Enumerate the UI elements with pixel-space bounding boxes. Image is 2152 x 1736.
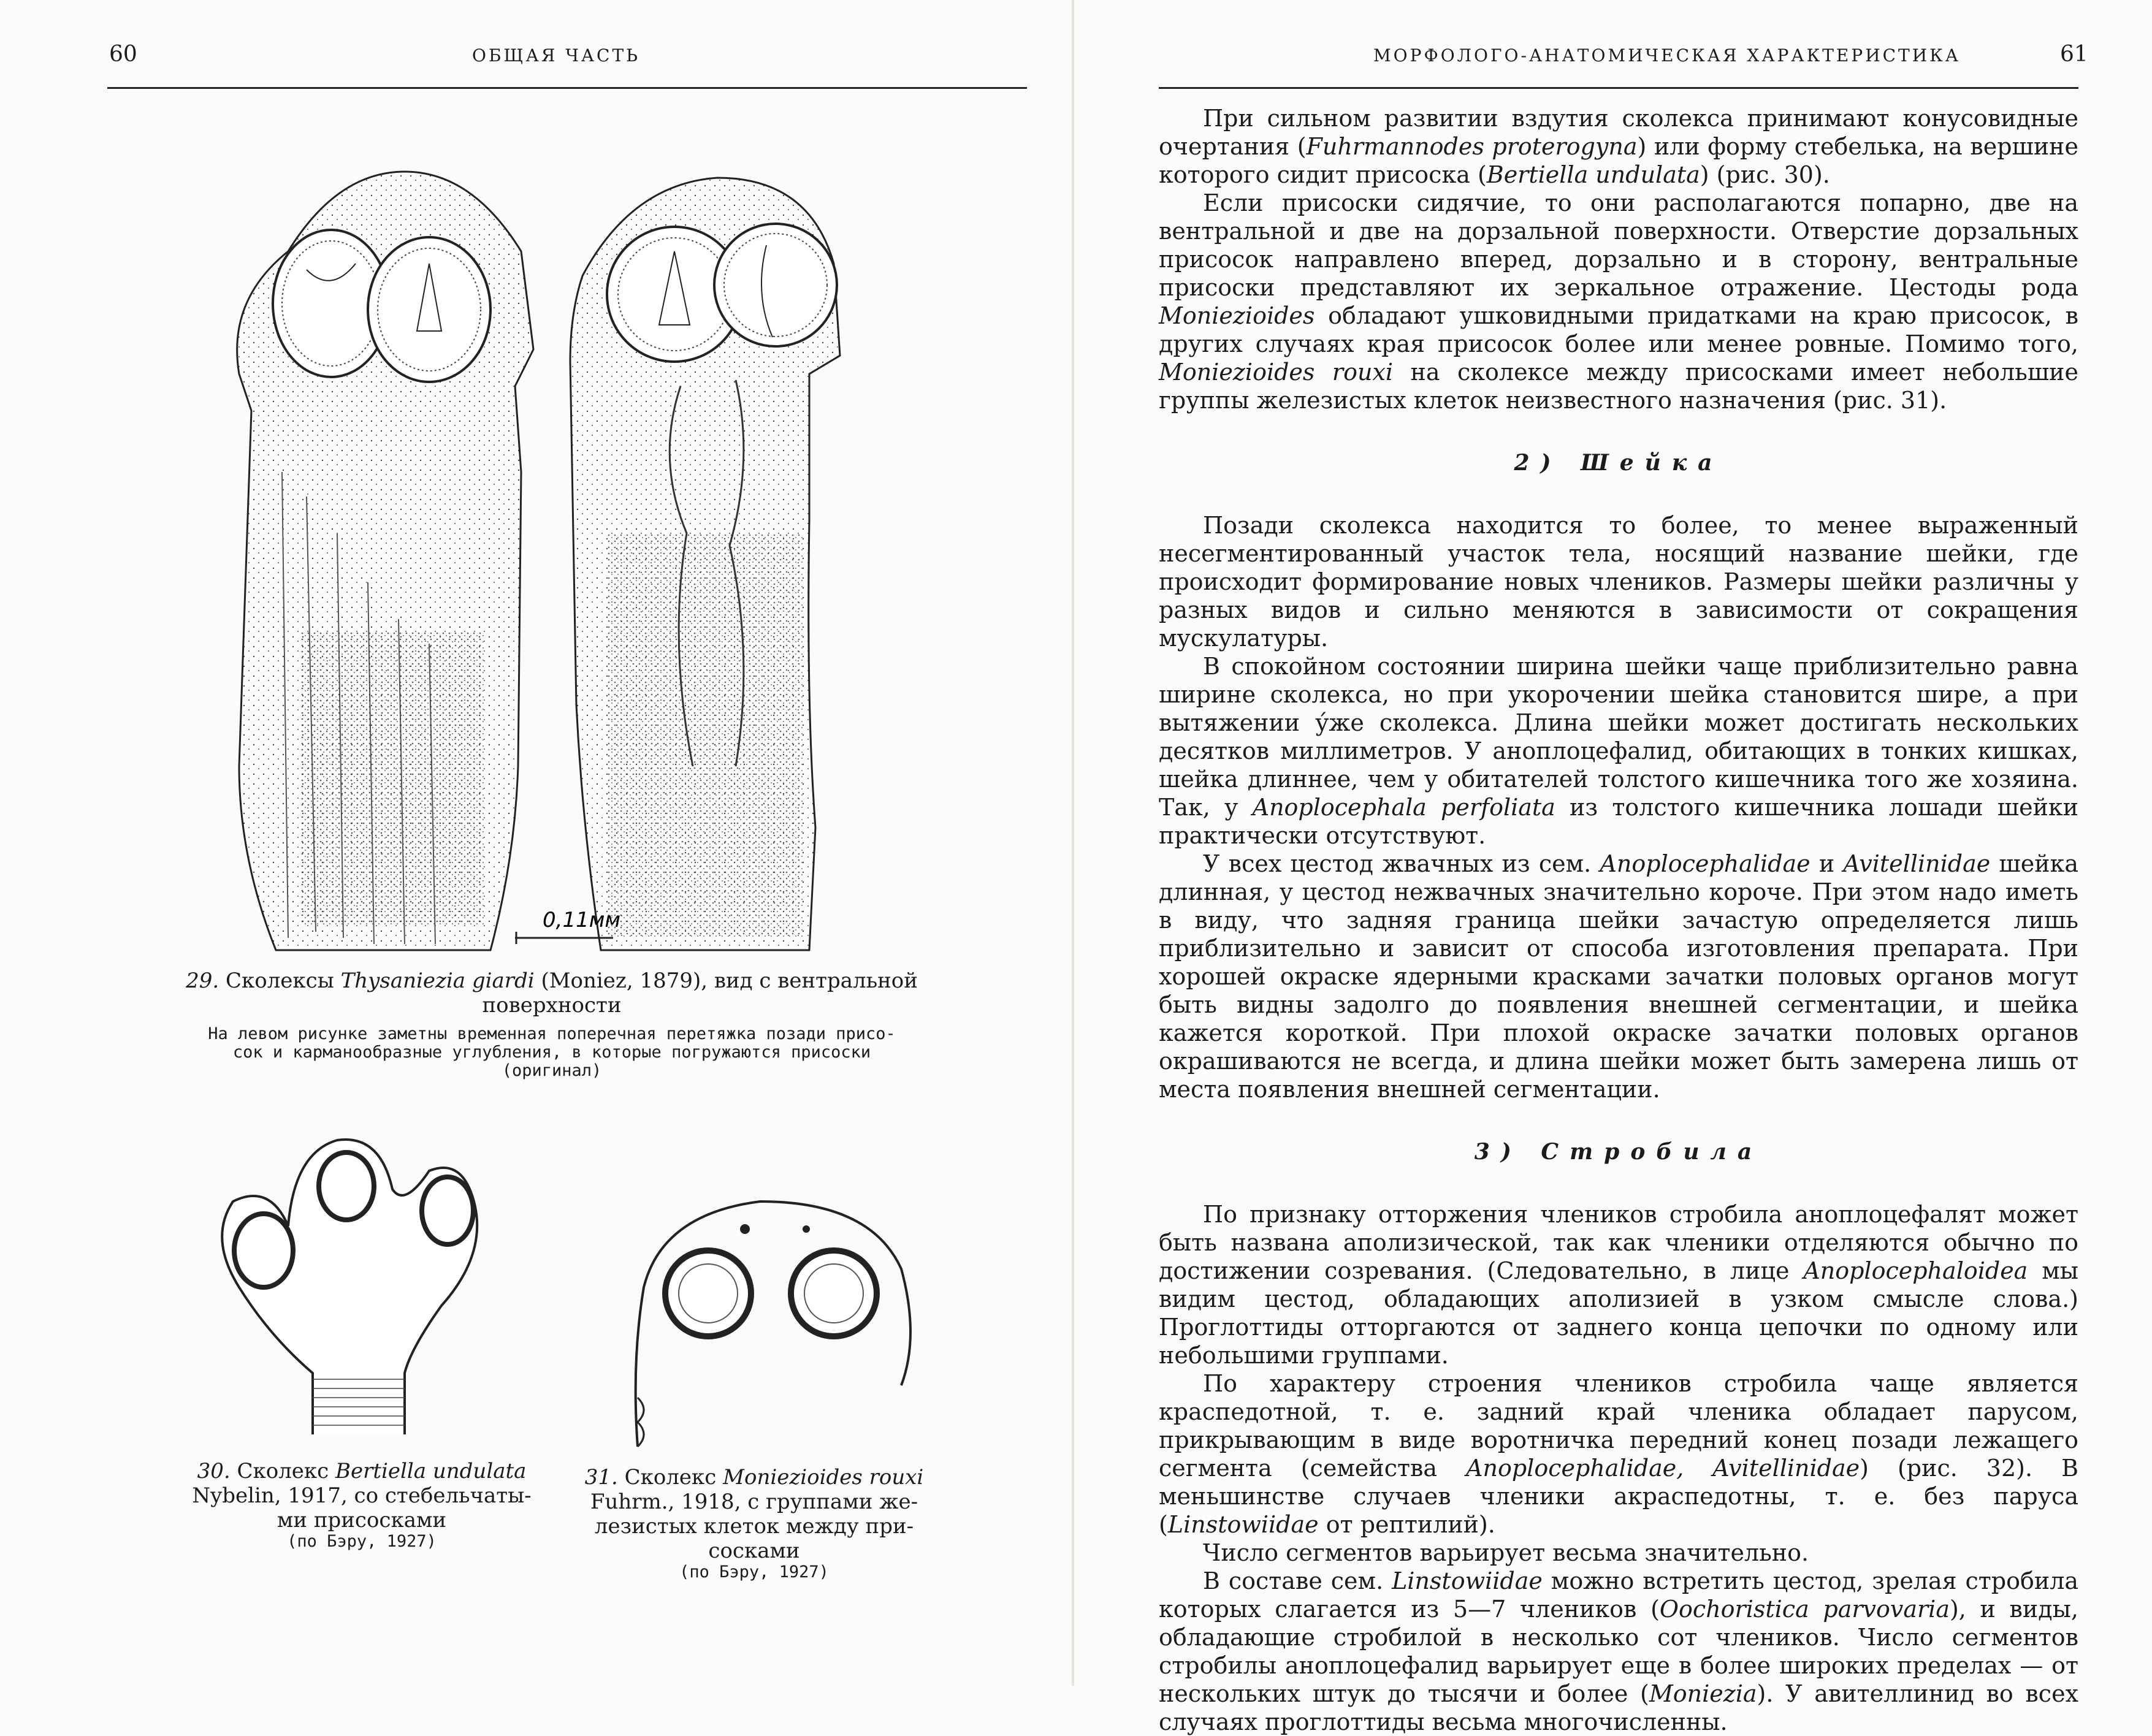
fig30-text-2: Nybelin, 1917, со стебельчаты- bbox=[192, 1483, 532, 1508]
fig31-text-1: Сколекс bbox=[624, 1465, 717, 1490]
left-scolex bbox=[237, 172, 533, 950]
sucker-30-2 bbox=[319, 1152, 374, 1220]
paragraph-9: В составе сем. Linstowiidae можно встретить цестод, зрелая стробила которых слагается из 5—7 члеников (Oochoristica parvovaria), и виды, обладающие стробилой в несколько сот члеников. Число сегментов стробилы аноплоцефалид варьирует еще в более широких пределах — от нескольких штук до тысячи и более (Moniezia). У авителлинид во всех случаях проглоттиды весьма многочисленны. bbox=[1159, 1567, 2078, 1735]
sucker-30-1 bbox=[234, 1214, 293, 1287]
fig30-species: Bertiella undulata bbox=[335, 1459, 527, 1483]
fig29-species: Thysaniezia giardi bbox=[340, 969, 535, 993]
page-number-right: 61 bbox=[2060, 42, 2088, 67]
figure-29-caption bbox=[184, 969, 920, 1080]
fig29-text-1: Сколексы bbox=[225, 969, 334, 993]
figure-31-caption bbox=[564, 1465, 944, 1582]
paragraph-7: По характеру строения члеников стробила чаще является краспедотной, т. е. задний край членика обладает парусом, прикрывающим в виде воротничка передний конец позади лежащего сегмента (семейства Anoplocephalidae, Avitellinidae) (рис. 32). В меньшинстве случаев членики акраспедотны, т. е. без паруса (Linstowiidae от рептилий). bbox=[1159, 1370, 2078, 1538]
fig31-source: (по Бэру, 1927) bbox=[679, 1563, 829, 1582]
fig29-text-2: (Moniez, 1879), вид с вентральной поверхности bbox=[482, 969, 918, 1018]
figure-30-caption bbox=[172, 1459, 552, 1551]
fig31-number: 31. bbox=[584, 1465, 618, 1490]
paragraph-4: В спокойном состоянии ширина шейки чаще приблизительно равна ширине сколекса, но при укорочении шейка становится шире, а при вытяжении у́же сколекса. Длина шейки может достигать нескольких десятков миллиметров. У аноплоцефалид, обитающих в тонких кишках, шейка длиннее, чем у обитателей толстого кишечника того же хозяина. Так, у Anoplocephala perfoliata из толстого кишечника лошади шейки практически отсутствуют. bbox=[1159, 653, 2078, 849]
right-scolex bbox=[570, 178, 840, 950]
fig31-text-2: Fuhrm., 1918, с группами же- bbox=[590, 1490, 918, 1514]
fig31-text-3: лезистых клеток между при- bbox=[594, 1514, 914, 1539]
fig30-text-1: Сколекс bbox=[237, 1459, 329, 1483]
paragraph-3: Позади сколекса находится то более, то менее выраженный несегментированный участок тела, носящий название шейки, где происходит формирование новых члеников. Размеры шейки различны у разных видов и сильно меняются в зависимости от сокращения мускулатуры. bbox=[1159, 512, 2078, 652]
left-page bbox=[0, 0, 1067, 1686]
fig29-note-line3: (оригинал) bbox=[502, 1061, 602, 1080]
gland-cells bbox=[740, 1224, 750, 1234]
paragraph-5: У всех цестод жвачных из сем. Anoplocephalidae и Avitellinidae шейка длинная, у цестод нежвачных значительно короче. При этом надо иметь в виду, что задняя граница шейки зачастую определяется лишь приблизительно и зависит от способа изготовления препарата. При хорошей окраске ядерными красками зачатки половых органов могут быть видны задолго до появления внешней сегментации, и шейка кажется короткой. При плохой окраске зачатки половых органов окрашиваются не всегда, и длина шейки может быть замерена лишь от места появления внешней сегментации. bbox=[1159, 850, 2078, 1103]
page-number-left: 60 bbox=[109, 42, 137, 67]
figure-31-drawing bbox=[613, 1177, 944, 1459]
body-text bbox=[1159, 104, 2078, 1736]
fig31-species: Moniezioides rouxi bbox=[723, 1465, 924, 1490]
running-head-right: МОРФОЛОГО-АНАТОМИЧЕСКАЯ ХАРАКТЕРИСТИКА bbox=[1373, 45, 1961, 66]
header-rule-right bbox=[1159, 87, 2078, 89]
fig30-source: (по Бэру, 1927) bbox=[287, 1532, 437, 1551]
paragraph-8: Число сегментов варьирует весьма значительно. bbox=[1203, 1539, 1809, 1566]
fig31-text-4: сосками bbox=[708, 1539, 800, 1563]
sucker-30-3 bbox=[422, 1177, 473, 1244]
paragraph-1: При сильном развитии вздутия сколекса принимают конусовидные очертания (Fuhrmannodes proterogyna) или форму стебелька, на вершине которого сидит присоска (Bertiella undulata) (рис. 30). bbox=[1159, 105, 2079, 188]
sucker-left-2 bbox=[368, 237, 490, 382]
fig30-number: 30. bbox=[197, 1459, 231, 1483]
book-spine bbox=[1072, 0, 1074, 1686]
figure-30-drawing bbox=[196, 1103, 540, 1447]
fig29-note-line2: сок и карманообразные углубления, в которые погружаются присоски bbox=[232, 1043, 871, 1062]
section-heading-strobila: 3) Стробила bbox=[1474, 1139, 1763, 1165]
paragraph-2: Если присоски сидячие, то они располагаются попарно, две на вентральной и две на дорзальной поверхности. Отверстие дорзальных присосок направлено вперед, дорзально и в сторону, вентральные присоски представляют их зеркальное отражение. Цестоды рода Moniezioides обладают ушковидными придатками на краю присосок, в других случаях края присосок более или менее ровные. Помимо того, Moniezioides rouxi на сколексе между присосками имеет небольшие группы железистых клеток неизвестного назначения (рис. 31). bbox=[1159, 189, 2078, 414]
fig29-number: 29. bbox=[186, 969, 219, 993]
fig30-text-3: ми присосками bbox=[277, 1508, 447, 1532]
running-head-left: ОБЩАЯ ЧАСТЬ bbox=[472, 45, 641, 66]
section-heading-neck: 2) Шейка bbox=[1514, 450, 1723, 476]
paragraph-6: По признаку отторжения члеников стробила аноплоцефалят может быть названа аполизической, так как членики отделяются обычно по достижении созревания. (Следовательно, в лице Anoplocephaloidea мы видим цестод, обладающих аполизией в узком смысле слова.) Проглоттиды отторгаются от заднего конца цепочки по одному или небольшими группами. bbox=[1159, 1201, 2078, 1369]
figure-29-scolex-drawings bbox=[202, 153, 914, 962]
scale-label: 0,11мм bbox=[543, 908, 621, 932]
fig29-note-line1: На левом рисунке заметны временная поперечная перетяжка позади присо- bbox=[208, 1024, 896, 1043]
header-rule-left bbox=[107, 87, 1027, 89]
sucker-right-2 bbox=[714, 224, 837, 346]
